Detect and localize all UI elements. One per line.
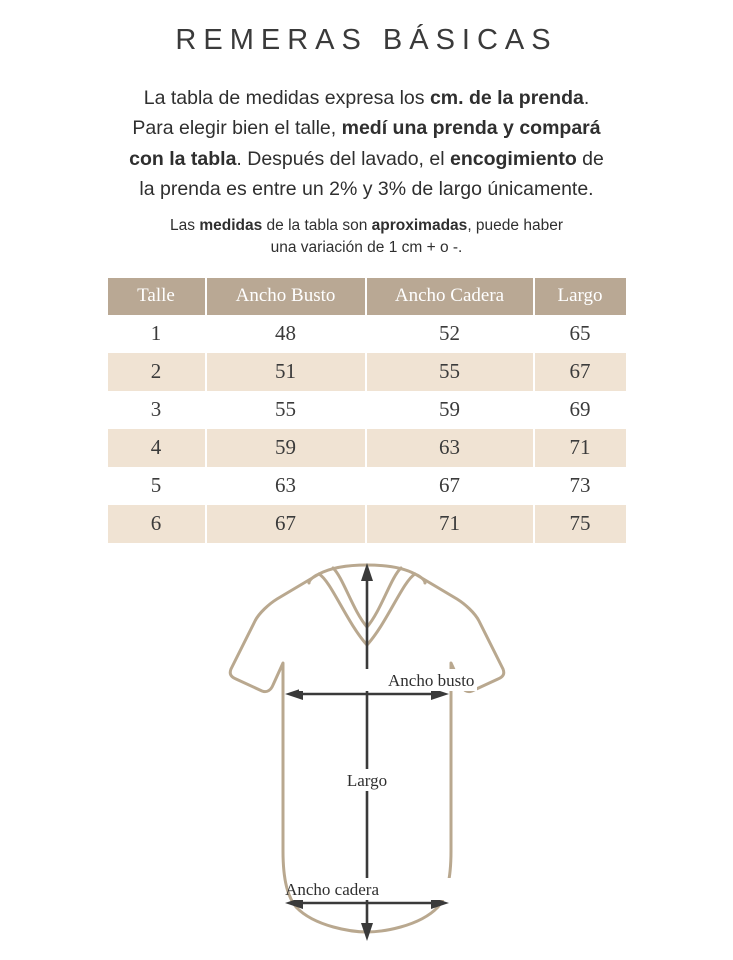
cell-busto: 67: [206, 505, 366, 543]
intro-line1-suffix: .: [583, 87, 590, 109]
column-header-ancho-busto: Ancho Busto: [206, 278, 366, 315]
cell-largo: 65: [534, 315, 626, 353]
intro-line3-suffix: de: [576, 147, 604, 170]
cell-busto: 51: [206, 353, 366, 391]
subnote-line2: una variación de 1 cm + o -.: [270, 239, 463, 257]
cell-cadera: 59: [366, 391, 534, 429]
subnote-emphasis-a: medidas: [199, 216, 263, 234]
column-header-largo: Largo: [534, 278, 626, 315]
intro-line1-emphasis: cm. de la prenda: [429, 87, 584, 109]
column-header-talle: Talle: [108, 278, 206, 315]
garment-diagram: [0, 551, 733, 951]
cell-cadera: 55: [366, 353, 534, 391]
cell-talle: 5: [108, 467, 206, 505]
intro-line3-emphasis-b: encogimiento: [449, 147, 577, 170]
subnote-mid: de la tabla son: [262, 216, 372, 234]
label-largo: Largo: [346, 770, 387, 790]
table-row: [108, 505, 626, 543]
table-row: [108, 429, 626, 467]
cell-busto: 59: [206, 429, 366, 467]
approximation-note: [90, 215, 643, 260]
intro-line3-mid: . Después del lavado, el: [236, 147, 450, 170]
intro-line3-emphasis-a: con la tabla: [129, 147, 237, 170]
cell-largo: 73: [534, 467, 626, 505]
cell-cadera: 67: [366, 467, 534, 505]
intro-paragraph: [52, 83, 681, 205]
cell-talle: 2: [108, 353, 206, 391]
table-row: [108, 391, 626, 429]
intro-line1-prefix: La tabla de medidas expresa los: [143, 87, 430, 109]
cell-cadera: 52: [366, 315, 534, 353]
column-header-ancho-cadera: Ancho Cadera: [366, 278, 534, 315]
table-row: [108, 353, 626, 391]
subnote-suffix: , puede haber: [467, 216, 563, 234]
intro-line2-emphasis: medí una prenda y compará: [341, 117, 601, 140]
table-row: [108, 315, 626, 353]
table-row: [108, 467, 626, 505]
cell-cadera: 63: [366, 429, 534, 467]
cell-talle: 1: [108, 315, 206, 353]
intro-line2-prefix: Para elegir bien el talle,: [132, 117, 342, 140]
cell-largo: 67: [534, 353, 626, 391]
size-table-wrapper: [108, 278, 626, 543]
subnote-emphasis-b: aproximadas: [371, 216, 468, 234]
subnote-prefix: Las: [170, 216, 200, 234]
page-title: REMERAS BÁSICAS: [175, 24, 558, 56]
label-ancho-cadera: Ancho cadera: [284, 879, 379, 899]
label-ancho-busto: Ancho busto: [387, 670, 474, 690]
cell-largo: 71: [534, 429, 626, 467]
table-header-row: [108, 278, 626, 315]
cell-largo: 75: [534, 505, 626, 543]
cell-talle: 6: [108, 505, 206, 543]
tshirt-illustration: [157, 551, 577, 951]
cell-talle: 4: [108, 429, 206, 467]
cell-largo: 69: [534, 391, 626, 429]
cell-talle: 3: [108, 391, 206, 429]
cell-busto: 48: [206, 315, 366, 353]
cell-busto: 63: [206, 467, 366, 505]
size-table: [108, 278, 626, 543]
size-table-body: [108, 315, 626, 543]
size-table-head: [108, 278, 626, 315]
cell-busto: 55: [206, 391, 366, 429]
cell-cadera: 71: [366, 505, 534, 543]
intro-line4: la prenda es entre un 2% y 3% de largo únicamente.: [139, 178, 594, 201]
